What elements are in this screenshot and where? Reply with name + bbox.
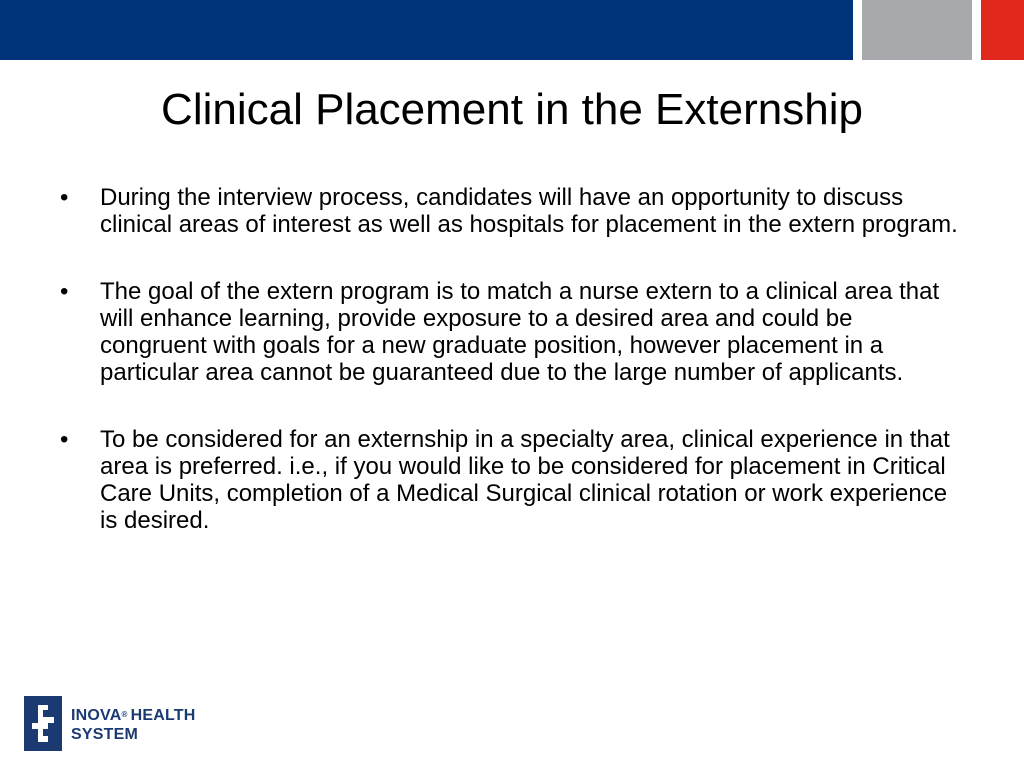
bullet-marker: • <box>60 278 69 305</box>
header-bar-red <box>981 0 1024 60</box>
bullet-list <box>58 184 963 534</box>
inova-health-system-logo <box>24 696 229 751</box>
logo-wordmark <box>71 706 196 744</box>
slide-title: Clinical Placement in the Externship <box>161 85 863 134</box>
bullet-text: To be considered for an externship in a specialty area, clinical experience in that area is preferred. i.e., if you would like to be considered for placement in Critical Care Units, completion of a Medical Surgical clinical rotation or work experience is desired. <box>100 426 950 534</box>
bullet-marker: • <box>60 426 69 453</box>
logo-brand: INOVA <box>71 707 122 724</box>
header-bar-gray <box>862 0 972 60</box>
bullet-item <box>58 184 963 238</box>
bullet-item <box>58 278 963 386</box>
inova-cross-icon <box>24 696 62 751</box>
logo-line-1 <box>71 706 196 725</box>
bullet-item <box>58 426 963 534</box>
logo-health: HEALTH <box>130 707 196 724</box>
bullet-text: The goal of the extern program is to match a nurse extern to a clinical area that will enhance learning, provide exposure to a desired area and could be congruent with goals for a new graduate position, however placement in a particular area cannot be guaranteed due to the large number of applicants. <box>100 278 940 386</box>
registered-mark: ® <box>121 710 128 719</box>
header-bar-blue <box>0 0 853 60</box>
bullet-text: During the interview process, candidates will have an opportunity to discuss clinical areas of interest as well as hospitals for placement in the extern program. <box>100 184 958 238</box>
logo-line-2: SYSTEM <box>71 726 138 743</box>
bullet-marker: • <box>60 184 69 211</box>
